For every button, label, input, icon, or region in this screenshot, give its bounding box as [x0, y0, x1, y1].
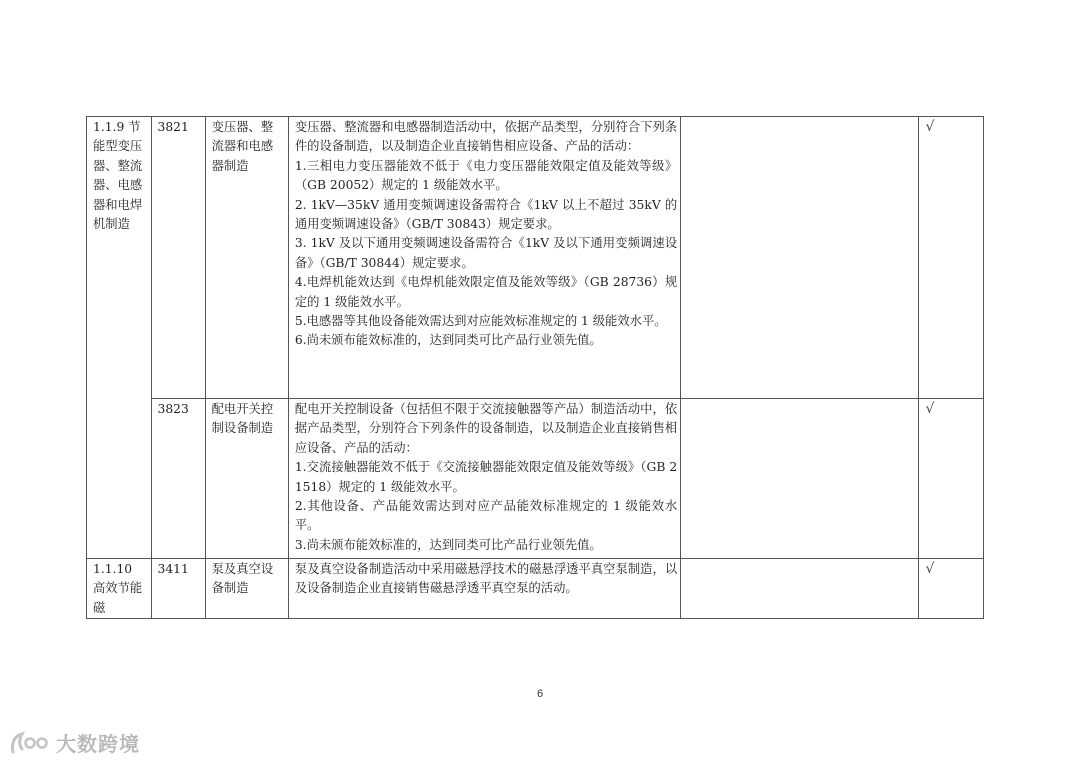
description-line: 4.电焊机能效达到《电焊机能效限定值及能效等级》（GB 28736）规定的 1 级能效水平。: [294, 275, 678, 309]
description-line: 泵及真空设备制造活动中采用磁悬浮技术的磁悬浮透平真空泵制造，以及设备制造企业直接销售磁悬浮透平真空泵的活动。: [294, 562, 678, 596]
description-line: 1.三相电力变压器能效不低于《电力变压器能效限定值及能效等级》（GB 20052）规定的 1 级能效水平。: [294, 158, 678, 193]
description-cell: [288, 559, 680, 619]
code-cell: 3411: [151, 559, 205, 619]
check-cell: [919, 399, 984, 559]
category-cell: 1.1.10 高效节能磁: [87, 559, 152, 619]
checkmark-icon: √: [925, 561, 935, 577]
catalog-table: [86, 116, 984, 619]
table-row: [87, 559, 984, 619]
table-row: [87, 117, 984, 399]
description-line: 6.尚未颁布能效标准的，达到同类可比产品行业领先值。: [294, 333, 602, 348]
description-line: 3. 1kV 及以下通用变频调速设备需符合《1kV 及以下通用变频调速设备》（GB/T 30844）规定要求。: [294, 236, 678, 270]
blank-cell: [681, 399, 919, 559]
description-line: 2.其他设备、产品能效需达到对应产品能效标准规定的 1 级能效水平。: [294, 499, 678, 533]
blank-cell: [681, 117, 919, 399]
description-cell: [288, 399, 680, 559]
description-line: 2. 1kV—35kV 通用变频调速设备需符合《1kV 以上不超过 35kV 的通用变频调速设备》（GB/T 30843）规定要求。: [294, 197, 678, 232]
description-line: 1.交流接触器能效不低于《交流接触器能效限定值及能效等级》（GB 21518）规定的 1 级能效水平。: [294, 460, 678, 494]
watermark-text: 大数跨境: [56, 732, 140, 756]
watermark: [10, 728, 140, 757]
code-cell: 3821: [151, 117, 205, 399]
description-line: 3.尚未颁布能效标准的，达到同类可比产品行业领先值。: [294, 537, 602, 552]
code-cell: 3823: [151, 399, 205, 559]
name-cell: 变压器、整流器和电感器制造: [205, 117, 288, 399]
description-line: 配电开关控制设备（包括但不限于交流接触器等产品）制造活动中，依据产品类型，分别符合下列条件的设备制造，以及制造企业直接销售相应设备、产品的活动：: [294, 402, 678, 455]
blank-cell: [681, 559, 919, 619]
check-cell: [919, 559, 984, 619]
name-cell: 泵及真空设备制造: [205, 559, 288, 619]
checkmark-icon: √: [925, 401, 935, 417]
checkmark-icon: √: [925, 119, 935, 135]
category-cell: 1.1.9 节能型变压器、整流器、电感器和电焊机制造: [87, 117, 152, 559]
name-cell: 配电开关控制设备制造: [205, 399, 288, 559]
description-line: 变压器、整流器和电感器制造活动中，依据产品类型，分别符合下列条件的设备制造，以及制造企业直接销售相应设备、产品的活动：: [294, 120, 678, 154]
brand-logo-icon: [10, 730, 52, 756]
page-number: 6: [536, 688, 544, 700]
check-cell: [919, 117, 984, 399]
description-cell: [288, 117, 680, 399]
table-row: [87, 399, 984, 559]
description-line: 5.电感器等其他设备能效需达到对应能效标准规定的 1 级能效水平。: [294, 314, 667, 329]
